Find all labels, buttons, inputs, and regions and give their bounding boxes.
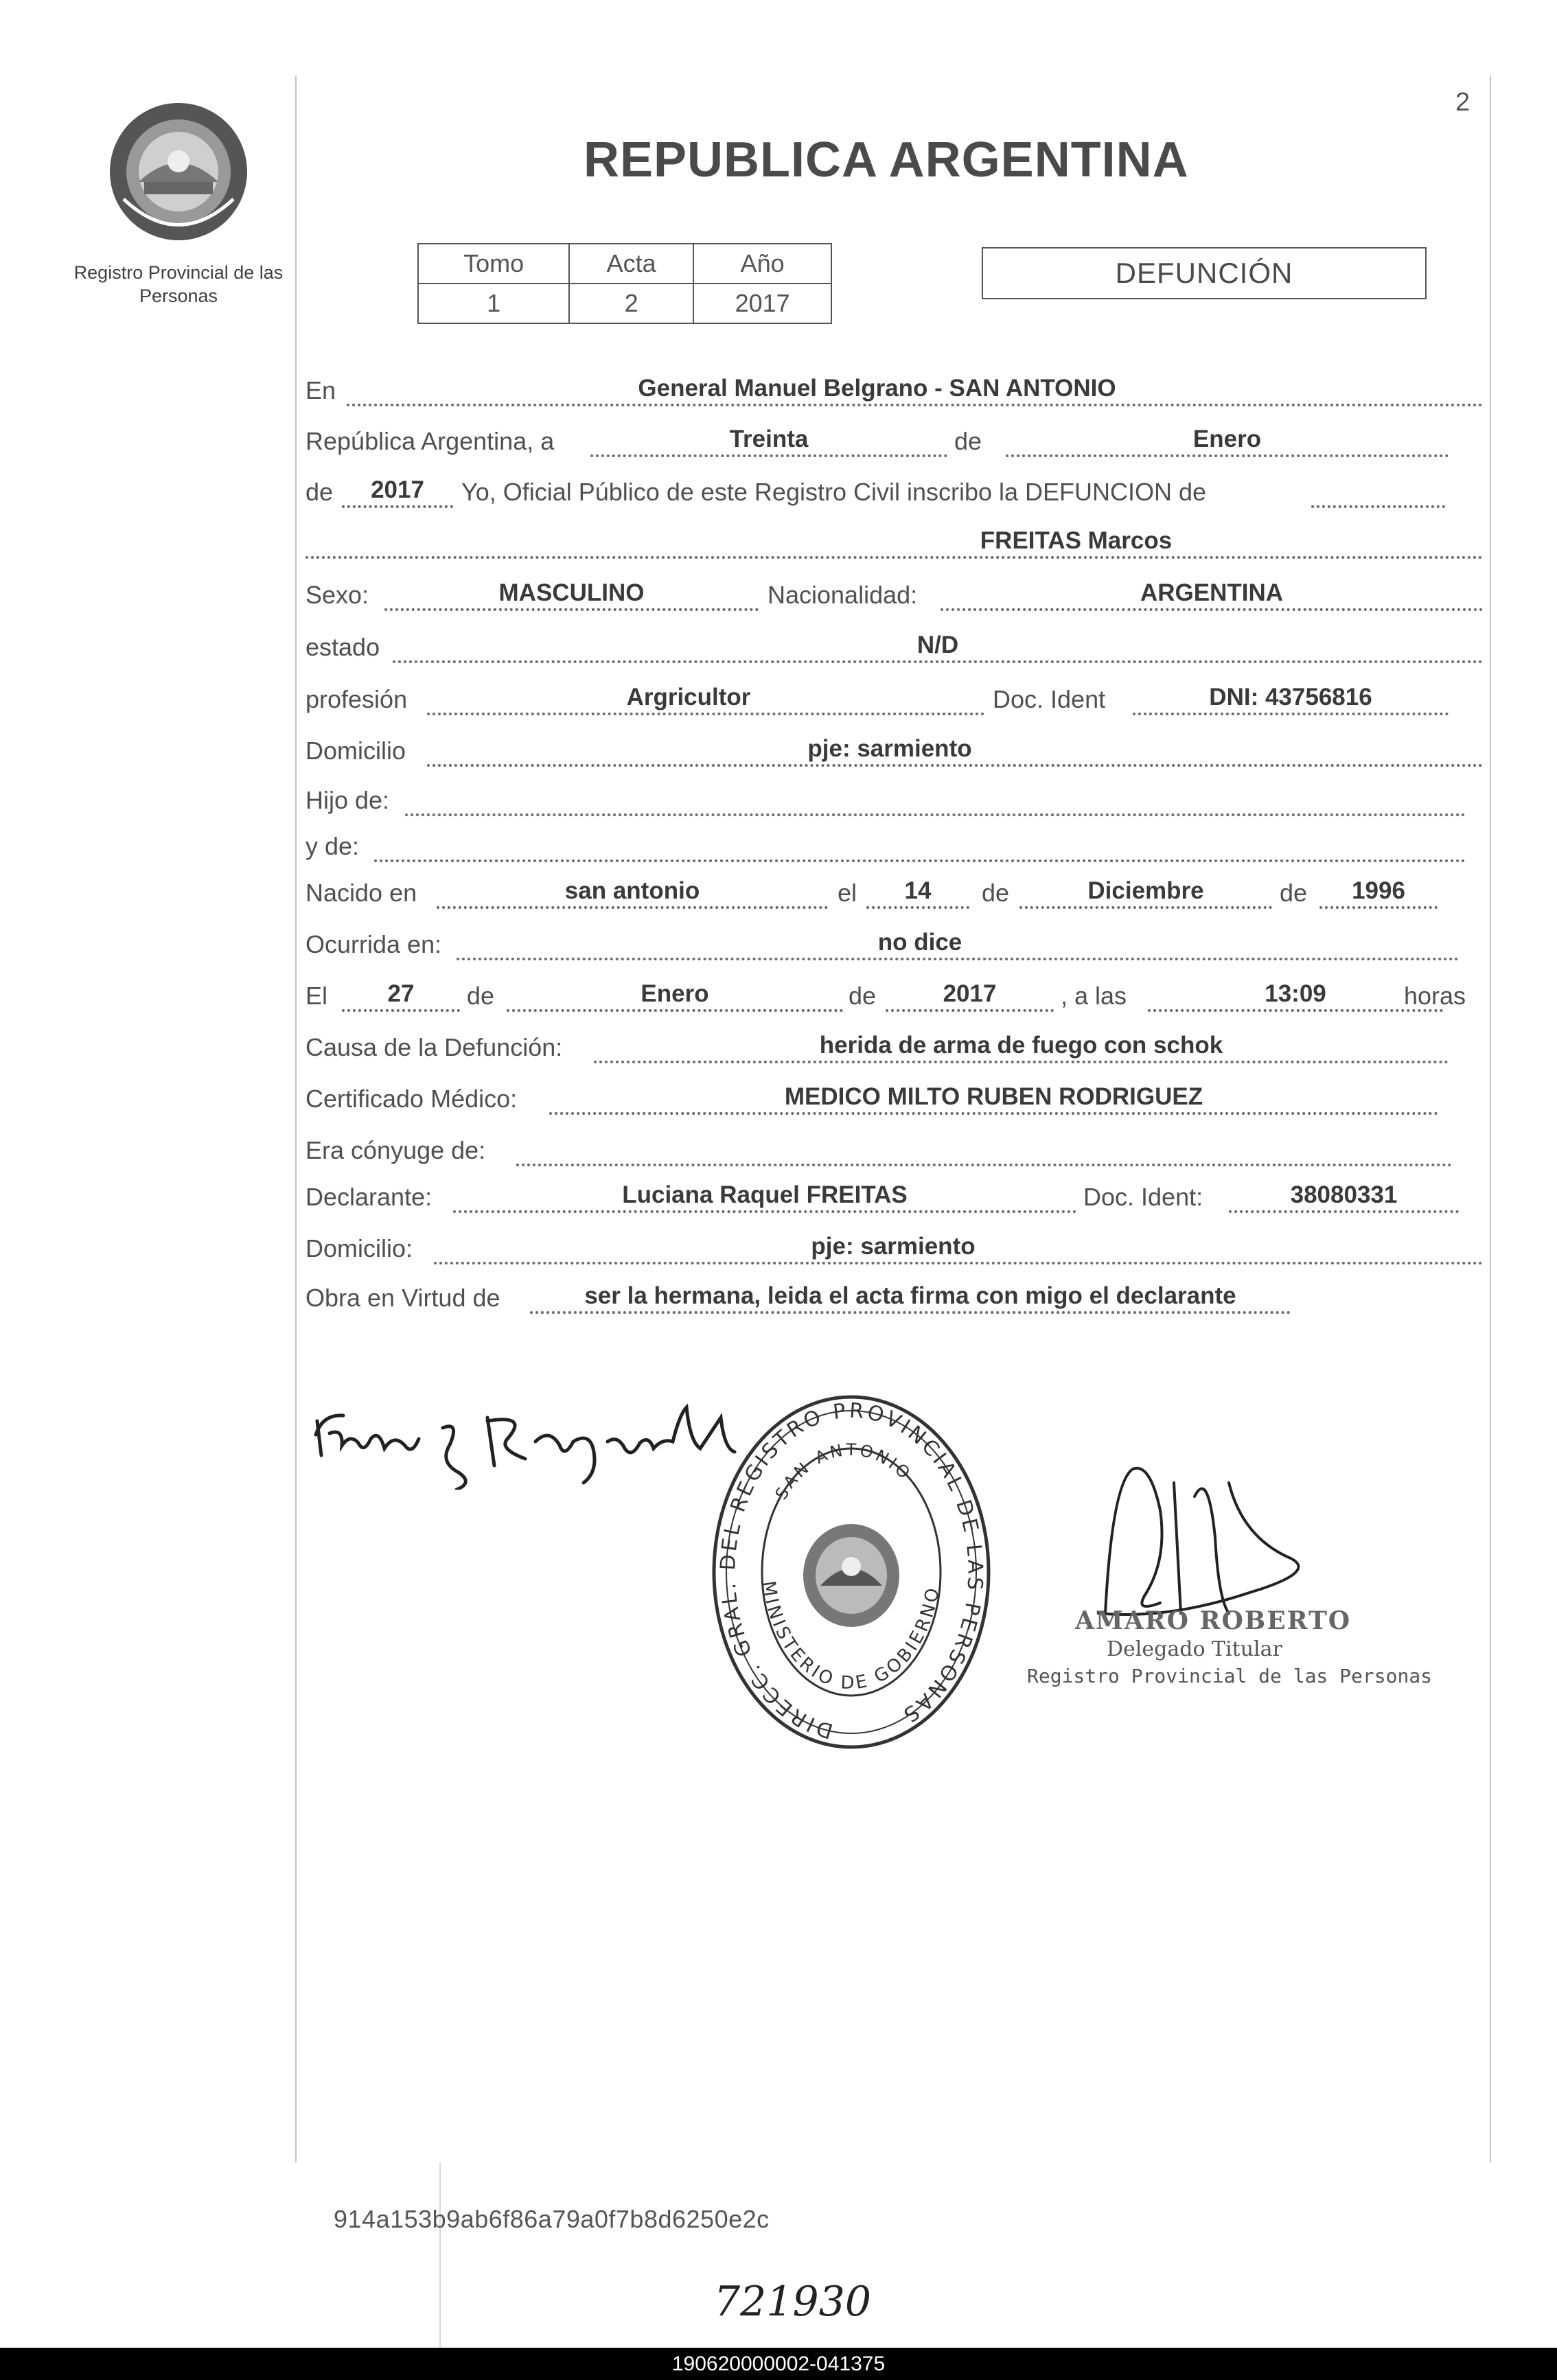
hijo-label: Hijo de: <box>305 786 390 814</box>
doc-ident-label: Doc. Ident: <box>1083 1183 1203 1211</box>
reference-value-row <box>418 284 831 323</box>
de-label-5: de <box>467 982 495 1010</box>
de-label-1: de <box>954 427 982 455</box>
nacido-dia-field <box>866 877 969 909</box>
causa-label: Causa de la Defunción: <box>305 1033 563 1061</box>
profesion-field <box>427 684 984 715</box>
declarante-doc-value: 38080331 <box>1290 1181 1398 1208</box>
de-label-2: de <box>305 478 334 506</box>
month-field <box>1006 426 1449 457</box>
nacido-anio-value: 1996 <box>1352 877 1405 904</box>
ocurrida-field <box>457 929 1459 960</box>
nacido-lugar-field <box>437 877 828 909</box>
nacionalidad-value: ARGENTINA <box>1140 579 1284 606</box>
ocurrida-label: Ocurrida en: <box>305 930 442 958</box>
declarante-domicilio-field <box>434 1233 1483 1264</box>
seal-outer-textpath: DIRECC. GRAL. DEL REGISTRO PROVINCIAL DE LAS PERSONAS <box>716 1398 987 1743</box>
declarante-doc-field <box>1229 1181 1459 1213</box>
deceased-name-value: FREITAS Marcos <box>980 527 1173 554</box>
official-org: Registro Provincial de las Personas <box>1027 1665 1433 1687</box>
place-value: General Manuel Belgrano - SAN ANTONIO <box>638 375 1116 402</box>
nacido-dia-value: 14 <box>904 877 932 904</box>
sexo-label: Sexo: <box>305 581 369 609</box>
anio-header: Año <box>693 244 831 284</box>
document-hash: 914a153b9ab6f86a79a0f7b8d6250e2c <box>334 2205 770 2233</box>
page-title: REPUBLICA ARGENTINA <box>584 132 1189 187</box>
alas-label: , a las <box>1061 982 1127 1010</box>
conyuge-field <box>516 1135 1452 1166</box>
domicilio-value: pje: sarmiento <box>807 735 972 762</box>
sexo-value: MASCULINO <box>498 579 645 606</box>
anio-value: 2017 <box>693 284 831 323</box>
obra-field <box>530 1282 1291 1314</box>
death-day-value: 27 <box>387 980 415 1007</box>
conyuge-label: Era cónyuge de: <box>305 1136 486 1164</box>
republica-label: República Argentina, a <box>305 427 555 455</box>
footer-code: 190620000002-041375 <box>671 2353 886 2375</box>
death-year-field <box>886 980 1054 1012</box>
page-number: 2 <box>1455 88 1470 117</box>
causa-value: herida de arma de fuego con schok <box>819 1032 1223 1059</box>
domicilio-label: Domicilio <box>305 737 406 765</box>
causa-field <box>594 1032 1449 1063</box>
doc-value: DNI: 43756816 <box>1209 684 1372 710</box>
death-month-value: Enero <box>641 980 709 1007</box>
death-day-field <box>342 980 460 1012</box>
tomo-header: Tomo <box>418 244 569 284</box>
left-margin-line <box>295 76 297 2162</box>
certificado-value: MEDICO MILTO RUBEN RODRIGUEZ <box>784 1083 1203 1110</box>
declarant-signature <box>302 1380 741 1490</box>
death-year-value: 2017 <box>943 980 997 1007</box>
seal-inner-textpath: MINISTERIO DE GOBIERNO <box>757 1579 945 1694</box>
declarante-field <box>453 1181 1076 1213</box>
yde-field <box>374 831 1466 862</box>
certificado-field <box>549 1083 1438 1115</box>
obra-value: ser la hermana, leida el acta firma con migo el declarante <box>584 1282 1236 1309</box>
reference-table <box>417 243 832 324</box>
declarante-domicilio-value: pje: sarmiento <box>811 1233 976 1260</box>
acta-value: 2 <box>569 284 693 323</box>
death-month-field <box>507 980 843 1012</box>
inscribo-trail-field <box>1311 476 1445 508</box>
act-type-box: DEFUNCIÓN <box>982 247 1427 299</box>
nacido-lugar-value: san antonio <box>564 877 700 904</box>
misiones-emblem-logo <box>103 96 254 244</box>
right-margin-line <box>1490 76 1491 2162</box>
nacido-label: Nacido en <box>305 879 417 907</box>
doc-field <box>1133 684 1449 715</box>
year-value: 2017 <box>371 476 424 503</box>
nacido-mes-value: Diciembre <box>1087 877 1204 904</box>
issuer-label: Registro Provincial de las Personas <box>73 262 284 306</box>
handwritten-number: 721930 <box>714 2278 872 2326</box>
domicilio2-label: Domicilio: <box>305 1234 413 1262</box>
en-label: En <box>305 376 336 404</box>
day-words-field <box>590 426 947 457</box>
hijo-field <box>405 785 1466 816</box>
nacionalidad-field <box>941 579 1483 611</box>
sexo-field <box>384 579 759 611</box>
el-label: el <box>838 879 857 907</box>
official-name: AMARO ROBERTO <box>1075 1606 1352 1635</box>
acta-header: Acta <box>569 244 693 284</box>
estado-label: estado <box>305 633 380 661</box>
official-title: Delegado Titular <box>1107 1637 1282 1661</box>
de-label-6: de <box>849 982 877 1010</box>
death-time-value: 13:09 <box>1265 980 1326 1007</box>
de-label-4: de <box>1280 879 1308 907</box>
death-time-field <box>1148 980 1443 1012</box>
footer-bar <box>0 2348 1557 2380</box>
nacido-anio-field <box>1319 877 1438 909</box>
day-words-value: Treinta <box>729 426 809 452</box>
month-value: Enero <box>1192 426 1262 452</box>
el-cap-label: El <box>305 982 328 1010</box>
seal-inner-top-text <box>772 1440 916 1503</box>
ocurrida-value: no dice <box>877 929 962 956</box>
declarante-value: Luciana Raquel FREITAS <box>622 1181 908 1208</box>
obra-label: Obra en Virtud de <box>305 1284 500 1312</box>
far-left-line <box>439 2162 441 2348</box>
profesion-label: profesión <box>305 685 408 713</box>
official-seal <box>707 1394 995 1757</box>
doc-label: Doc. Ident <box>993 685 1106 713</box>
domicilio-field <box>427 735 1483 767</box>
year-field <box>342 476 453 508</box>
nacionalidad-label: Nacionalidad: <box>768 581 918 609</box>
tomo-value: 1 <box>418 284 569 323</box>
inscribo-text: Yo, Oficial Público de este Registro Civil inscribo la DEFUNCION de <box>461 478 1207 506</box>
yde-label: y de: <box>305 832 360 860</box>
estado-field <box>393 632 1483 663</box>
seal-inner-top-textpath: SAN ANTONIO <box>771 1440 916 1503</box>
deceased-name-field <box>305 527 1483 559</box>
place-field <box>347 375 1483 406</box>
horas-label: horas <box>1404 982 1466 1010</box>
declarante-label: Declarante: <box>305 1183 432 1211</box>
reference-header-row <box>418 244 831 284</box>
nacido-mes-field <box>1019 877 1272 909</box>
certificado-label: Certificado Médico: <box>305 1085 518 1113</box>
profesion-value: Argricultor <box>626 684 751 710</box>
de-label-3: de <box>982 879 1010 907</box>
estado-value: N/D <box>916 632 959 658</box>
